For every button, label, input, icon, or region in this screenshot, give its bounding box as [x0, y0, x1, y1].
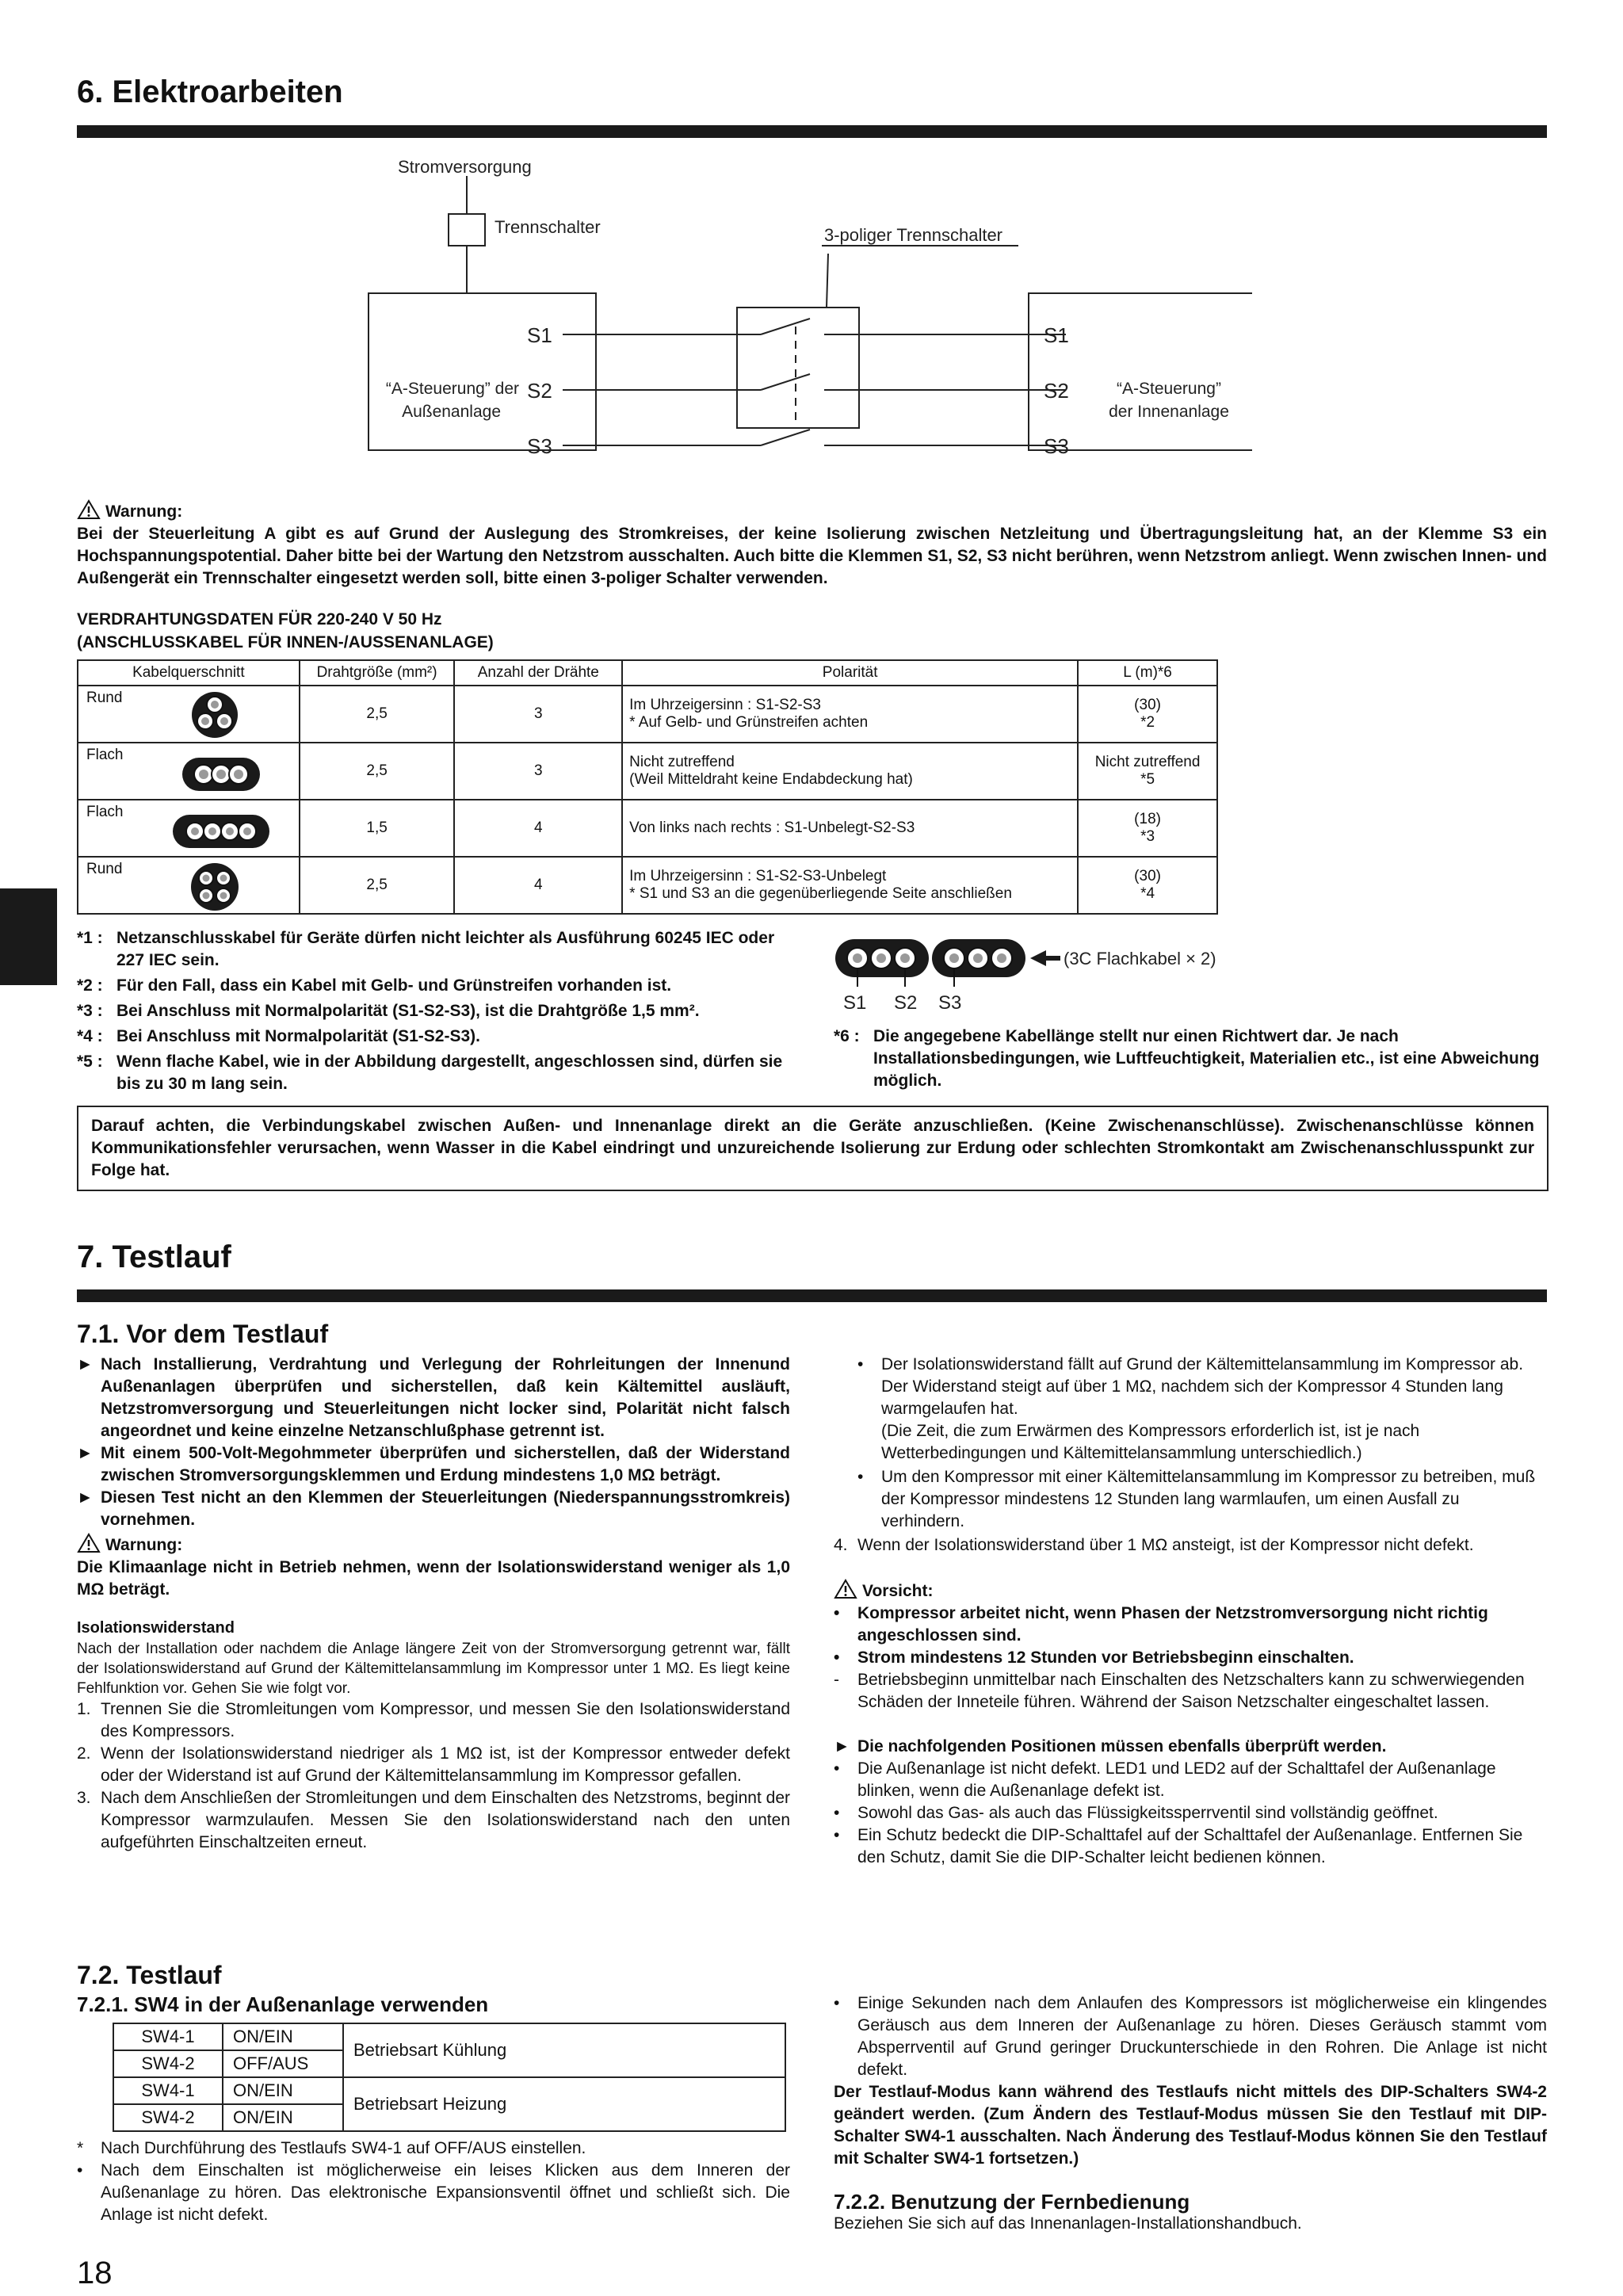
isolation-title: Isolationswiderstand: [77, 1619, 235, 1637]
length-note: *4: [1140, 885, 1155, 902]
length-cell: [1078, 743, 1217, 800]
caution-bullet: • Kompressor arbeitet nicht, wenn Phasen der Netzstromversorgung nicht richtig angeschlossen sind.: [834, 1604, 1488, 1645]
terminal-s2-in: S2: [1044, 379, 1069, 403]
before-test-left-column: [77, 1354, 790, 1854]
table-row: [78, 686, 1217, 743]
section-7-title: 7. Testlauf: [77, 1240, 231, 1274]
caution-icon: [834, 1579, 857, 1599]
also-check-title: ► Die nachfolgenden Positionen müssen ebenfalls überprüft werden.: [834, 1736, 1547, 1758]
cable-cell: [78, 857, 300, 914]
subsection-722-title: 7.2.2. Benutzung der Fernbedienung: [834, 2190, 1190, 2214]
bullet-item: • Der Isolationswiderstand fällt auf Grund der Kältemittelansammlung im Kompressor ab. Der Widerstand steigt auf über 1 MΩ, nachdem sich der Kompressor 4 Stunden lang warmgelaufen hat. (Die Zeit, die zum Erwärmen des Kompressors erforderlich ist, ist je nach Wetterbedingungen und Kältemittelansammlung unterschiedlich.): [857, 1355, 1524, 1462]
wire-size: 2,5: [300, 743, 455, 800]
polarity-note: (Weil Mitteldraht keine Endabdeckung hat): [629, 771, 913, 788]
check-bullet: • Ein Schutz bedeckt die DIP-Schalttafel auf der Schalttafel der Außenanlage. Entfernen Sie den Schutz, damit Sie die DIP-Schalter leicht bedienen können.: [834, 1826, 1523, 1866]
length-note: *3: [1140, 828, 1155, 845]
col-header: L (m)*6: [1078, 660, 1217, 686]
page-number: 18: [77, 2256, 113, 2290]
polarity-cell: [622, 686, 1078, 743]
footnote: *5 : Wenn flache Kabel, wie in der Abbildung dargestellt, angeschlossen sind, dürfen sie bis zu 30 m lang sein.: [77, 1052, 783, 1093]
wire-size: 2,5: [300, 857, 455, 914]
section-tab: [0, 888, 57, 985]
polarity-line: Im Uhrzeigersinn : S1-S2-S3-Unbelegt: [629, 868, 887, 884]
col-header: Polarität: [622, 660, 1078, 686]
warning-title: Warnung:: [105, 502, 183, 521]
warning-icon: [77, 1533, 101, 1553]
wire-count: 4: [454, 857, 622, 914]
wire-size: 1,5: [300, 800, 455, 857]
label-outdoor-b: Außenanlage: [402, 403, 501, 421]
table-row: [78, 743, 1217, 800]
polarity-note: * Auf Gelb- und Grünstreifen achten: [629, 714, 869, 731]
table-row: [113, 2023, 785, 2050]
section-divider: [77, 125, 1547, 138]
col-header: Drahtgröße (mm²): [300, 660, 455, 686]
step-item: 4. Wenn der Isolationswiderstand über 1 MΩ ansteigt, ist der Kompressor nicht defekt.: [834, 1536, 1474, 1554]
round-3-core-cable-icon: [189, 691, 240, 739]
polarity-line: Nicht zutreffend: [629, 754, 735, 770]
col-header: Kabelquerschnitt: [78, 660, 300, 686]
warning-block: [77, 499, 1547, 590]
label-indoor-a: “A-Steuerung”: [1117, 380, 1221, 398]
flat-4-core-cable-icon: [172, 814, 270, 849]
length-note: *5: [1140, 771, 1155, 788]
footnote-6: *6 : Die angegebene Kabellänge stellt nur einen Richtwert dar. Je nach Installationsbedingungen, wie Luftfeuchtigkeit, Materialien etc., ist eine Abweichung möglich.: [834, 1027, 1540, 1090]
mode-cooling: Betriebsart Kühlung: [343, 2023, 785, 2077]
footnote: *2 : Für den Fall, dass ein Kabel mit Gelb- und Grünstreifen vorhanden ist.: [77, 976, 672, 995]
footnote: *3 : Bei Anschluss mit Normalpolarität (S1-S2-S3), ist die Drahtgröße 1,5 mm².: [77, 1002, 700, 1020]
wire-size: 2,5: [300, 686, 455, 743]
length-value: (30): [1134, 697, 1161, 713]
caution-bullet: • Strom mindestens 12 Stunden vor Betriebsbeginn einschalten.: [834, 1648, 1354, 1667]
note-item: • Nach dem Einschalten ist möglicherweise ein leises Klicken aus dem Inneren der Außenanlage zu hören. Das elektronische Expansionsventil öffnet und schließt sich. Die Anlage ist nicht defekt.: [77, 2161, 790, 2224]
table-header-row: [78, 660, 1217, 686]
terminal-s3: S3: [938, 992, 962, 1014]
wiring-title-2: (ANSCHLUSSKABEL FÜR INNEN-/AUSSENANLAGE): [77, 633, 494, 651]
isolation-text: Nach der Installation oder nachdem die Anlage längere Zeit von der Stromversorgung getrennt war, fällt der Isolationswiderstand auf Grund der Kältemittelansammlung im Kompressor unter 1 MΩ. Es liegt keine Fehlfunktion vor. Gehen Sie wie folgt vor.: [77, 1641, 790, 1697]
flat-cable-pair-illustration: [834, 938, 1246, 1017]
section-divider: [77, 1289, 1547, 1302]
before-test-right-column: [834, 1354, 1547, 1869]
cable-cell: [78, 800, 300, 857]
polarity-cell: [622, 743, 1078, 800]
caution-title: Vorsicht:: [862, 1582, 934, 1600]
step-item: 3. Nach dem Anschließen der Stromleitungen und dem Einschalten des Netzstroms, beginnt der Kompressor warmzulaufen. Messen Sie den Isolationswiderstand nach den unten aufgeführten Einschaltzeiten erneut.: [77, 1789, 790, 1851]
section-6-title: 6. Elektroarbeiten: [77, 74, 343, 109]
wiring-diagram: [349, 151, 1252, 499]
label-three-pole: 3-poliger Trennschalter: [824, 225, 1003, 245]
subsection-721-title: 7.2.1. SW4 in der Außenanlage verwenden: [77, 1992, 489, 2016]
cable-cell: [78, 743, 300, 800]
step-item: 2. Wenn der Isolationswiderstand niedriger als 1 MΩ ist, ist der Kompressor entweder defekt oder der Widerstand ist auf Grund der Kältemittelansammlung im Kompressor gefallen.: [77, 1744, 790, 1785]
table-row: [78, 857, 1217, 914]
cable-type: Rund: [86, 861, 123, 877]
switch-name: SW4-1: [113, 2077, 223, 2104]
footnote: *1 : Netzanschlusskabel für Geräte dürfen nicht leichter als Ausführung 60245 IEC oder 227 IEC sein.: [77, 929, 775, 969]
label-outdoor-a: “A-Steuerung” der: [385, 380, 519, 398]
switch-name: SW4-2: [113, 2104, 223, 2131]
col-header: Anzahl der Drähte: [454, 660, 622, 686]
round-4-core-cable-icon: [189, 862, 240, 911]
cable-type: Flach: [86, 804, 124, 820]
step-item: 1. Trennen Sie die Stromleitungen vom Kompressor, und messen Sie den Isolationswiderstand des Kompressors.: [77, 1700, 790, 1740]
wiring-title-1: VERDRAHTUNGSDATEN FÜR 220-240 V 50 Hz: [77, 610, 442, 628]
bullet-item: • Um den Kompressor mit einer Kältemittelansammlung im Kompressor zu betreiben, muß der Kompressor mindestens 12 Stunden lang warmlaufen, um einen Ausfall zu verhindern.: [857, 1468, 1536, 1530]
cable-type: Flach: [86, 747, 124, 763]
warning-text: Bei der Steuerleitung A gibt es auf Grund der Auslegung des Stromkreises, der keine Isolierung zwischen Netzleitung und Übertragungsleitung hat, an der Klemme S3 ein Hochspannungspotential. Daher bitte bei der Wartung den Netzstrom ausschalten. Auch bitte die Klemmen S1, S2, S3 nicht berühren, wenn Netzstrom anliegt. Wenn zwischen Innen- und Außengerät ein Trennschalter eingesetzt werden soll, bitte einen 3-poliger Schalter verwenden.: [77, 525, 1547, 587]
switch-state: OFF/AUS: [223, 2050, 343, 2077]
terminal-s1: S1: [843, 992, 867, 1014]
footnote: *4 : Bei Anschluss mit Normalpolarität (S1-S2-S3).: [77, 1027, 480, 1045]
test-mode-note: Der Testlauf-Modus kann während des Testlaufs nicht mittels des DIP-Schalters SW4-2 geändert werden. (Zum Ändern des Testlauf-Modus müssen Sie den Testlauf mit DIP-Schalter SW4-1 ausschalten. Nach Änderung des Testlauf-Modus können Sie den Testlauf mit Schalter SW4-1 fortsetzen.): [834, 2083, 1547, 2168]
warning-text: Die Klimaanlage nicht in Betrieb nehmen, wenn der Isolationswiderstand weniger als 1,0 MΩ beträgt.: [77, 1558, 790, 1599]
wire-count: 4: [454, 800, 622, 857]
bullet-item: • Einige Sekunden nach dem Anlaufen des Kompressors ist möglicherweise ein klingendes Geräusch aus dem Inneren der Außenanlage zu hören. Dieses Geräusch stammt vom Absperrventil auf Grund geringer Druckunterschiede in den Rohren. Die Anlage ist nicht defekt.: [834, 1994, 1547, 2079]
cable-type: Rund: [86, 690, 123, 706]
wire-count: 3: [454, 743, 622, 800]
switch-name: SW4-1: [113, 2023, 223, 2050]
flat-cable-label: (3C Flachkabel × 2): [1064, 949, 1216, 968]
label-power: Stromversorgung: [398, 157, 532, 177]
cable-cell: [78, 686, 300, 743]
terminal-s2: S2: [894, 992, 918, 1014]
terminal-s3-in: S3: [1044, 434, 1069, 458]
switch-name: SW4-2: [113, 2050, 223, 2077]
check-item: ► Nach Installierung, Verdrahtung und Verlegung der Rohrleitungen der Innenund Außenanlagen überprüfen und sicherstellen, daß kein Kältemittel ausläuft, Netzstromversorgung und Steuerleitungen nicht locker sind, Polarität nicht falsch angeordnet und keine einzelne Netzanschlußphase getrennt ist.: [77, 1354, 790, 1442]
warning-icon: [77, 499, 101, 520]
polarity-line: Im Uhrzeigersinn : S1-S2-S3: [629, 697, 821, 713]
length-note: *2: [1140, 714, 1155, 731]
terminal-s1-in: S1: [1044, 323, 1069, 347]
subsection-71-title: 7.1. Vor dem Testlauf: [77, 1320, 329, 1348]
check-bullet: • Die Außenanlage ist nicht defekt. LED1 und LED2 auf der Schalttafel der Außenanlage blinken, wenn die Außenanlage defekt ist.: [834, 1759, 1496, 1800]
switch-state: ON/EIN: [223, 2104, 343, 2131]
table-row: [113, 2077, 785, 2104]
length-value: (30): [1134, 868, 1161, 884]
arrow-right-icon: ►: [77, 1444, 94, 1462]
length-cell: [1078, 857, 1217, 914]
terminal-s1-out: S1: [527, 323, 552, 347]
length-cell: [1078, 686, 1217, 743]
terminal-s3-out: S3: [527, 434, 552, 458]
label-indoor-b: der Innenanlage: [1109, 403, 1229, 421]
label-isolator: Trennschalter: [495, 217, 601, 237]
intermediate-connection-note: Darauf achten, die Verbindungskabel zwischen Außen- und Innenanlage direkt an die Geräte anzuschließen. (Keine Zwischenanschlüsse). Zwischenanschlüsse können Kommunikationsfehler verursachen, wenn Wasser in die Kabel eindringt und unzureichende Isolierung zur Erdung oder schlechten Stromkontakt am Zwischenanschlusspunkt zur Folge hat.: [77, 1106, 1549, 1191]
test-run-right-column: [834, 1992, 1547, 2235]
footnotes-list: [77, 927, 798, 1095]
note-item: * Nach Durchführung des Testlaufs SW4-1 auf OFF/AUS einstellen.: [77, 2139, 586, 2157]
warning-title: Warnung:: [105, 1536, 183, 1554]
table-row: [78, 800, 1217, 857]
sw4-notes: [77, 2137, 790, 2226]
remote-control-text: Beziehen Sie sich auf das Innenanlagen-Installationshandbuch.: [834, 2214, 1302, 2233]
arrow-right-icon: ►: [77, 1355, 94, 1373]
wire-count: 3: [454, 686, 622, 743]
arrow-right-icon: ►: [77, 1488, 94, 1507]
length-value: (18): [1134, 811, 1161, 827]
length-value: Nicht zutreffend: [1094, 754, 1201, 770]
polarity-note: * S1 und S3 an die gegenüberliegende Seite anschließen: [629, 885, 1012, 902]
wiring-table: [77, 659, 1218, 915]
polarity-cell: [622, 800, 1078, 857]
length-cell: [1078, 800, 1217, 857]
polarity-cell: [622, 857, 1078, 914]
check-item: ► Mit einem 500-Volt-Megohmmeter überprüfen und sicherstellen, daß der Widerstand zwischen Stromversorgungsklemmen und Erdung mindestens 1,0 MΩ beträgt.: [77, 1442, 790, 1487]
switch-state: ON/EIN: [223, 2077, 343, 2104]
sw4-table: [113, 2023, 786, 2132]
arrow-right-icon: ►: [834, 1737, 850, 1755]
polarity-line: Von links nach rechts : S1-Unbelegt-S2-S3: [629, 819, 915, 836]
terminal-s2-out: S2: [527, 379, 552, 403]
subsection-72-title: 7.2. Testlauf: [77, 1961, 222, 1989]
arrow-left-icon: [1030, 950, 1046, 966]
caution-dash-item: - Betriebsbeginn unmittelbar nach Einschalten des Netzschalters kann zu schwerwiegenden Schäden der Inneteile führen. Während der Saison Netzschalter eingeschaltet lassen.: [834, 1671, 1525, 1711]
switch-state: ON/EIN: [223, 2023, 343, 2050]
check-bullet: • Sowohl das Gas- als auch das Flüssigkeitssperrventil sind vollständig geöffnet.: [834, 1804, 1438, 1822]
flat-3-core-cable-icon: [181, 757, 261, 792]
mode-heating: Betriebsart Heizung: [343, 2077, 785, 2131]
check-item: ► Diesen Test nicht an den Klemmen der Steuerleitungen (Niederspannungsstromkreis) vornehmen.: [77, 1487, 790, 1531]
